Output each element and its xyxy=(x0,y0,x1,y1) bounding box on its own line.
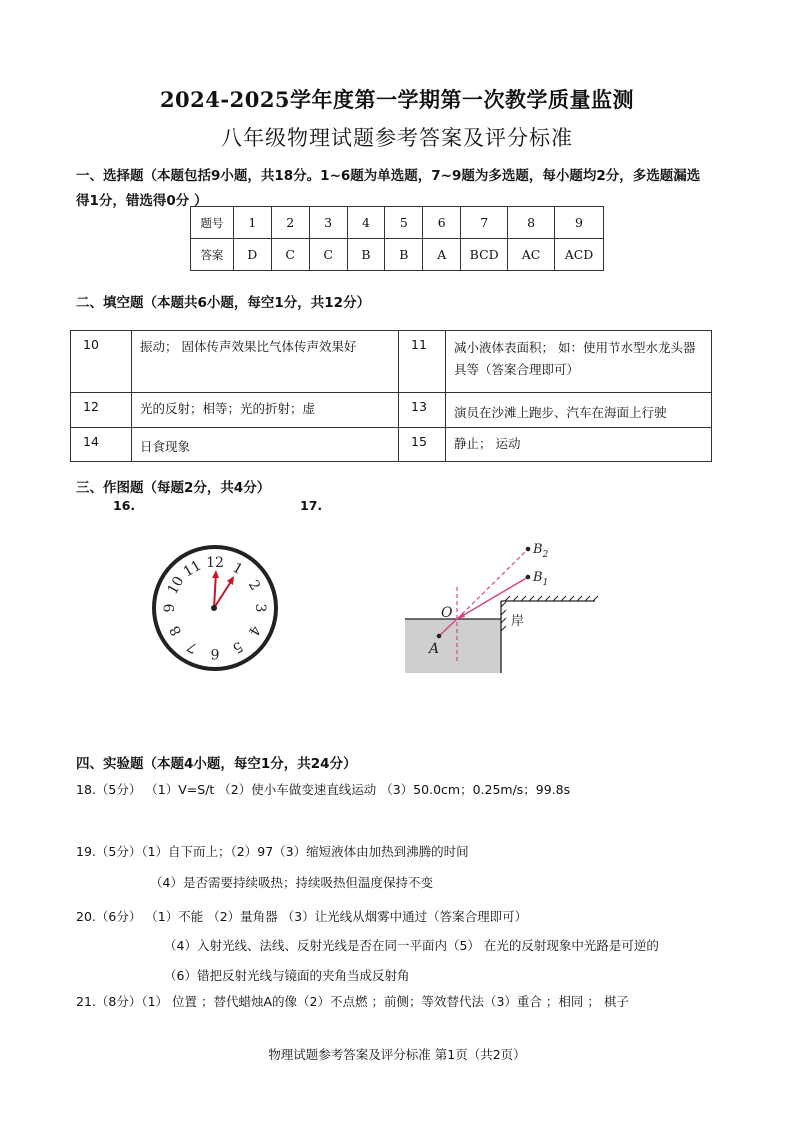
minute-hand xyxy=(214,573,216,608)
row-label-question: 题号 xyxy=(191,207,234,239)
answer-line: 减小液体表面积； 如：使用节水型水龙头器 xyxy=(454,340,696,355)
hour-hand xyxy=(214,580,232,608)
answer-21: 21.（8分）（1） 位置 ；替代蜡烛A的像（2）不点燃 ；前侧；等效替代法（3）重合 ；相同 ； 棋子 xyxy=(76,994,629,1009)
clock-numeral: 9 xyxy=(162,603,178,613)
minute-hand-arrow xyxy=(212,570,219,578)
question-number: 11 xyxy=(399,331,446,393)
clock-numeral: 3 xyxy=(252,603,268,613)
table-row xyxy=(71,331,712,393)
answer-cell: 振动； 固体传声效果比气体传声效果好 xyxy=(132,331,399,393)
clock-numeral: 12 xyxy=(206,555,224,571)
answer-cell: BCD xyxy=(461,239,508,271)
clock-center xyxy=(211,605,217,611)
question-number: 15 xyxy=(399,428,446,462)
point-a xyxy=(437,634,442,639)
question-number: 13 xyxy=(399,393,446,428)
answer-cell: B xyxy=(347,239,385,271)
answer-cell: ACD xyxy=(555,239,604,271)
table-row xyxy=(71,393,712,428)
clock-numeral: 5 xyxy=(229,637,246,657)
answer-20-line2: （4）入射光线、法线、反射光线是否在同一平面内（5） 在光的反射现象中光路是可逆的 xyxy=(164,938,659,953)
answer-19-line2: （4）是否需要持续吸热；持续吸热但温度保持不变 xyxy=(150,875,433,890)
question-number: 10 xyxy=(71,331,132,393)
answer-cell: AC xyxy=(508,239,555,271)
answer-cell: C xyxy=(271,239,309,271)
section2-heading: 二、填空题（本题共6小题，每空1分，共12分） xyxy=(76,295,371,311)
answer-cell: A xyxy=(423,239,461,271)
page-subtitle: 八年级物理试题参考答案及评分标准 xyxy=(221,126,573,150)
answer-cell: 日食现象 xyxy=(132,428,399,462)
answer-cell: C xyxy=(309,239,347,271)
table-row-answers xyxy=(191,239,604,271)
answer-cell: B xyxy=(385,239,423,271)
question-number: 4 xyxy=(347,207,385,239)
clock-numeral: 8 xyxy=(166,622,186,639)
question-number: 9 xyxy=(555,207,604,239)
clock-numeral: 4 xyxy=(244,622,264,639)
answer-line: 具等（答案合理即可） xyxy=(454,362,580,377)
answer-cell: 光的反射；相等；光的折射；虚 xyxy=(132,393,399,428)
table-row-questions xyxy=(191,207,604,239)
section1-heading-line1: 一、选择题（本题包括9小题，共18分。1~6题为单选题，7~9题为多选题，每小题均2分，多选题漏选 xyxy=(76,168,701,184)
question-number: 5 xyxy=(385,207,423,239)
answer-cell: 演员在沙滩上跑步、汽车在海面上行驶 xyxy=(446,393,712,428)
question-number: 12 xyxy=(71,393,132,428)
question-number: 2 xyxy=(271,207,309,239)
clock-numeral: 2 xyxy=(244,577,264,594)
question-number: 6 xyxy=(423,207,461,239)
label-b2: $B_2$ xyxy=(533,542,549,560)
point-b1 xyxy=(526,575,531,580)
clock-numeral: 1 xyxy=(229,559,246,579)
answer-19-line1: 19.（5分）（1）自下而上；（2）97（3）缩短液体由加热到沸腾的时间 xyxy=(76,844,469,859)
section3-heading: 三、作图题（每题2分，共4分） xyxy=(76,480,271,496)
section1-heading-line2: 得1分，错选得0分 ） xyxy=(76,193,208,209)
question-16-label: 16. xyxy=(113,498,136,513)
row-label-answer: 答案 xyxy=(191,239,234,271)
label-o: O xyxy=(441,605,453,621)
question-17-label: 17. xyxy=(300,498,323,513)
clock-numeral: 10 xyxy=(164,573,188,598)
question-number: 3 xyxy=(309,207,347,239)
fill-answer-table xyxy=(70,330,712,462)
question-number: 14 xyxy=(71,428,132,462)
refraction-diagram xyxy=(395,535,615,680)
water-body xyxy=(405,619,501,673)
answer-cell xyxy=(446,331,712,393)
answer-18: 18.（5分） （1）V=S/t （2）使小车做变速直线运动 （3）50.0cm；0.25m/s；99.8s xyxy=(76,782,571,797)
question-number: 7 xyxy=(461,207,508,239)
label-a: A xyxy=(429,641,440,657)
point-b2 xyxy=(526,547,531,552)
clock-numeral: 11 xyxy=(180,557,205,581)
answer-20-line1: 20.（6分） （1）不能 （2）量角器 （3）让光线从烟雾中通过（答案合理即可） xyxy=(76,909,528,924)
clock-numeral: 7 xyxy=(184,637,201,657)
clock-diagram xyxy=(150,543,280,673)
clock-numeral: 6 xyxy=(210,645,220,661)
answer-cell: D xyxy=(233,239,271,271)
label-shore: 岸 xyxy=(511,614,525,629)
section4-heading: 四、实验题（本题4小题，每空1分，共24分） xyxy=(76,756,357,772)
table-row xyxy=(71,428,712,462)
label-b1: $B_1$ xyxy=(533,570,549,588)
answer-20-line3: （6）错把反射光线与镜面的夹角当成反射角 xyxy=(164,968,410,983)
page-footer: 物理试题参考答案及评分标准 第1页（共2页） xyxy=(268,1047,526,1062)
page-title: 2024-2025学年度第一学期第一次教学质量监测 xyxy=(159,87,635,112)
answer-cell: 静止； 运动 xyxy=(446,428,712,462)
question-number: 1 xyxy=(233,207,271,239)
question-number: 8 xyxy=(508,207,555,239)
choice-answer-table xyxy=(190,206,604,271)
